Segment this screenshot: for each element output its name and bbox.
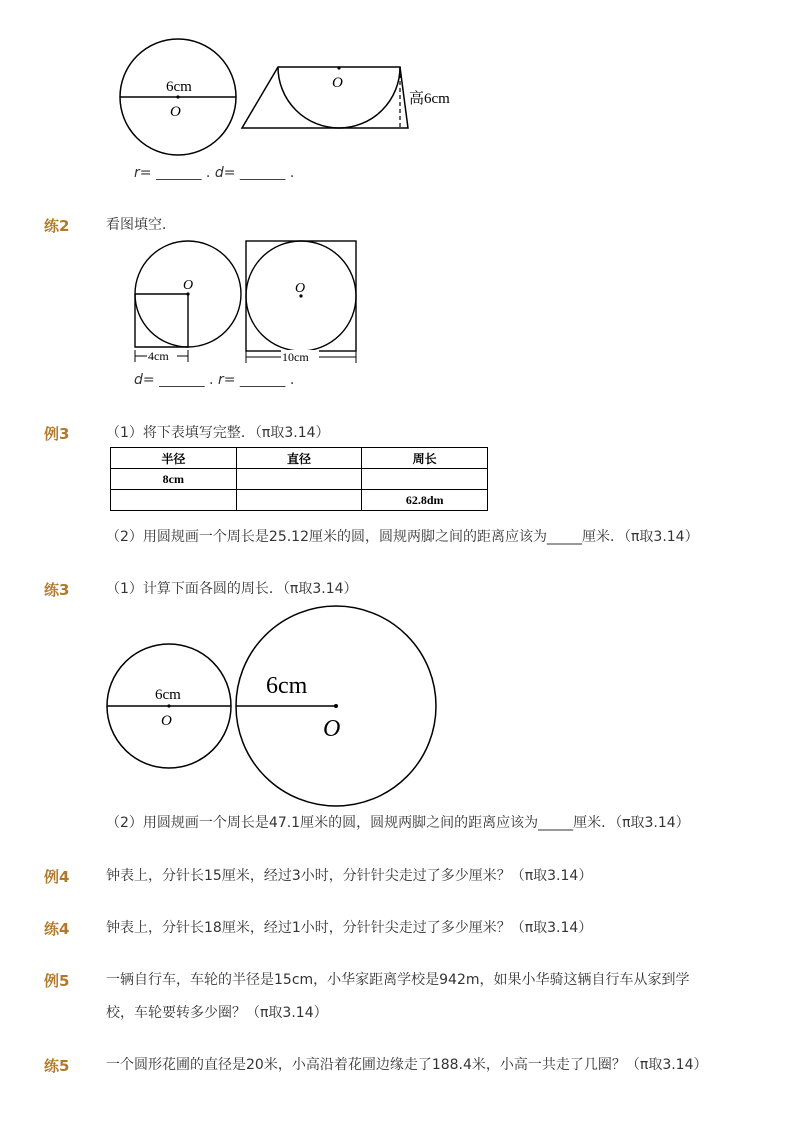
left-center-label: O (183, 278, 194, 293)
end-2: . (289, 372, 295, 388)
right-dim-label: 10cm (282, 350, 309, 364)
table-header-row (111, 448, 488, 469)
blank-r-2[interactable]: _______ (239, 373, 286, 388)
lian3-q1: （1）计算下面各圆的周长．（π取3.14） (106, 581, 358, 597)
d-label-2: d (134, 372, 143, 388)
lian4-text: 钟表上，分针长18厘米，经过1小时，分针针尖走过了多少厘米？（π取3.14） (106, 920, 593, 936)
r-label: r (134, 165, 140, 181)
cell[interactable] (111, 490, 237, 511)
small-dim-label: 6cm (155, 687, 181, 703)
d-label: d (214, 165, 224, 181)
figure-two-circles (100, 600, 445, 810)
circle-dim-label: 6cm (166, 79, 192, 95)
li5-line1: 一辆自行车，车轮的半径是15cm，小华家距离学校是942m，如果小华骑这辆自行车从家到学 (106, 972, 690, 988)
fill-line-1 (134, 163, 294, 184)
li5-line2: 校，车轮要转多少圈？（π取3.14） (106, 1005, 328, 1021)
table-row (111, 490, 488, 511)
header-circumference: 周长 (362, 448, 488, 469)
cell: 8cm (111, 469, 237, 490)
label-li4: 例4 (44, 868, 70, 886)
blank-d-2[interactable]: _______ (159, 373, 205, 388)
small-center-label: O (161, 713, 172, 729)
label-li3: 例3 (44, 425, 70, 443)
circle-center-label: O (170, 104, 181, 120)
fill-line-2 (134, 370, 294, 391)
end: . (289, 165, 295, 181)
li3-q2: （2）用圆规画一个周长是25.12厘米的圆，圆规两脚之间的距离应该为_____厘米．（π取3.14） (106, 529, 699, 545)
lian5-text: 一个圆形花圃的直径是20米，小高沿着花圃边缘走了188.4米，小高一共走了几圈？（π取3.14） (106, 1057, 708, 1073)
label-lian5: 练5 (44, 1057, 70, 1075)
semicircle-center-label: O (332, 75, 343, 91)
figure-circles-in-squares (125, 238, 365, 368)
eq-2a: = (142, 372, 155, 388)
radius-table (110, 447, 488, 511)
big-dim-label: 6cm (266, 673, 308, 699)
label-lian2: 练2 (44, 217, 70, 235)
sep: . (205, 165, 211, 181)
li4-text: 钟表上，分针长15厘米，经过3小时，分针针尖走过了多少厘米？（π取3.14） (106, 868, 593, 884)
label-li5: 例5 (44, 972, 70, 990)
lian3-q2: （2）用圆规画一个周长是47.1厘米的圆，圆规两脚之间的距离应该为_____厘米．（π取3.14） (106, 815, 690, 831)
cell[interactable] (362, 469, 488, 490)
trapezoid (242, 67, 408, 128)
height-label: 高6cm (409, 91, 450, 107)
eq: = (139, 165, 152, 181)
eq-2b: = (223, 372, 236, 388)
cell[interactable] (236, 469, 362, 490)
center-dot (176, 95, 179, 98)
eq2: = (223, 165, 236, 181)
header-radius: 半径 (111, 448, 237, 469)
cell: 62.8dm (362, 490, 488, 511)
table-row (111, 469, 488, 490)
left-dim-label: 4cm (148, 349, 169, 363)
left-radius-square (135, 294, 188, 347)
sep-2: . (209, 372, 214, 388)
big-center-dot (334, 704, 338, 708)
blank-r[interactable]: _______ (155, 166, 202, 181)
big-center-label: O (323, 716, 341, 742)
label-lian3: 练3 (44, 581, 70, 599)
cell[interactable] (236, 490, 362, 511)
figure-circle-and-trapezoid (100, 30, 480, 165)
right-center-label: O (295, 281, 306, 296)
small-center-dot (167, 704, 170, 707)
r-label-2: r (217, 372, 224, 388)
label-lian4: 练4 (44, 920, 70, 938)
header-diameter: 直径 (236, 448, 362, 469)
semicircle-center-dot (337, 66, 340, 69)
li3-q1: （1）将下表填写完整．（π取3.14） (106, 425, 330, 441)
lian2-text: 看图填空． (106, 217, 176, 233)
blank-d[interactable]: _______ (239, 166, 286, 181)
